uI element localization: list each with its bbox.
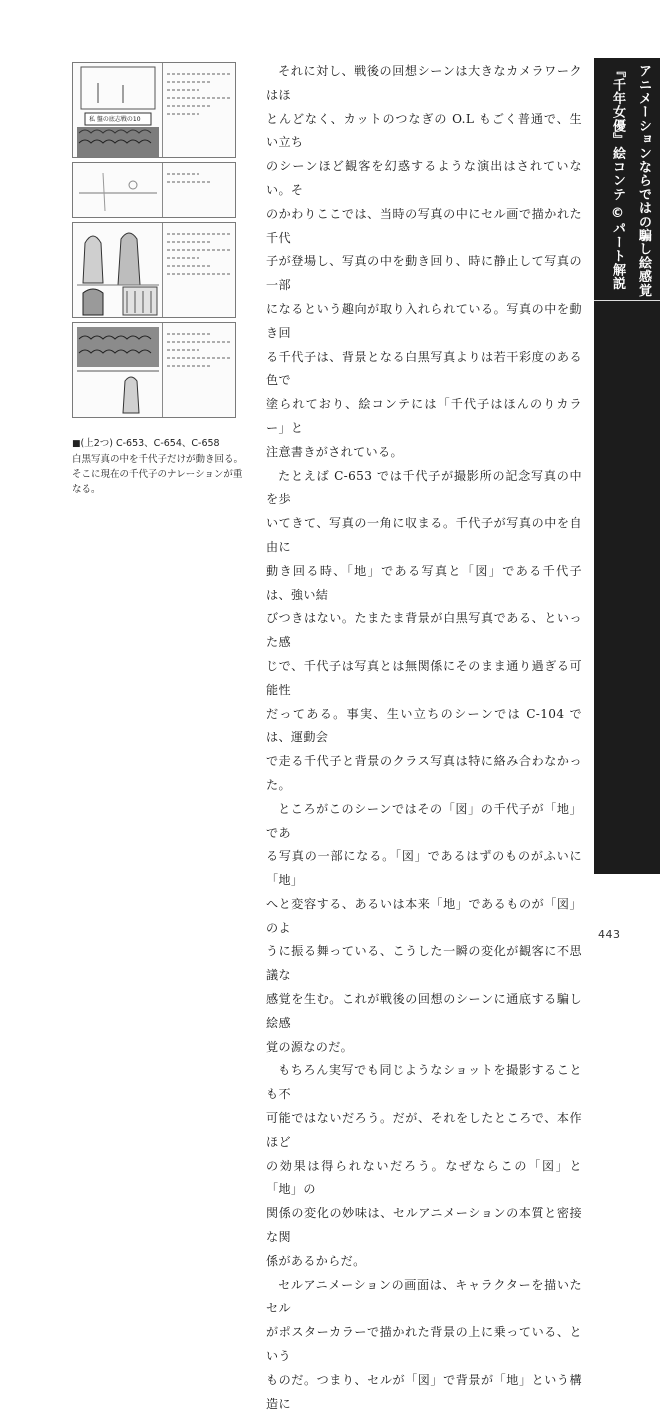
body-line: 注意書きがされている。 bbox=[266, 444, 403, 459]
body-line: で走る千代子と背景のクラス写真は特に絡み合わなかった。 bbox=[266, 754, 582, 792]
panel-notes bbox=[163, 223, 235, 317]
panel-sign-text: 私 盤の底志戦の10 bbox=[89, 116, 141, 123]
caption-line-1: (上2つ) C-653、C-654、C-658 bbox=[80, 438, 220, 449]
panel-notes bbox=[163, 163, 235, 217]
body-line: セルアニメーションの画面は、キャラクターを描いたセル bbox=[266, 1277, 582, 1316]
body-line: 塗られており、絵コンテには「千代子はほんのりカラー」と bbox=[266, 397, 582, 435]
panel-notes bbox=[163, 63, 235, 157]
storyboard-drawing bbox=[73, 163, 163, 217]
caption-line bbox=[72, 436, 250, 452]
body-line: がポスターカラーで描かれた背景の上に乗っている、という bbox=[266, 1325, 582, 1364]
body-line: だってある。事実、生い立ちのシーンでは C-104 では、運動会 bbox=[266, 706, 582, 745]
storyboard-thumbnails bbox=[72, 62, 236, 422]
section-title-vertical bbox=[600, 64, 656, 304]
body-line: のシーンほど観客を幻惑するような演出はされていない。そ bbox=[266, 159, 582, 197]
storyboard-panel bbox=[72, 162, 236, 218]
body-line: 関係の変化の妙味は、セルアニメーションの本質と密接な関 bbox=[266, 1206, 582, 1245]
storyboard-panel bbox=[72, 322, 236, 418]
caption-mark: ■ bbox=[72, 439, 81, 449]
body-line: びつきはない。たまたま背景が白黒写真である、といった感 bbox=[266, 611, 582, 650]
body-line: もちろん実写でも同じようなショットを撮影することも不 bbox=[266, 1063, 582, 1102]
body-line: いてきて、写真の一角に収まる。千代子が写真の中を自由に bbox=[266, 516, 582, 554]
body-line: の効果は得られないだろう。なぜならこの「図」と「地」の bbox=[266, 1158, 582, 1197]
body-line: とんどなく、カットのつなぎの O.L もごく普通で、生い立ち bbox=[266, 111, 582, 150]
storyboard-panel bbox=[72, 62, 236, 158]
section-title-line-1: アニメーションならではの騙し絵感覚 bbox=[636, 64, 651, 297]
panel-notes bbox=[163, 323, 235, 417]
body-line: それに対し、戦後の回想シーンは大きなカメラワークはほ bbox=[266, 64, 582, 102]
caption-line-3: そこに現在の千代子のナレーションが重 bbox=[72, 469, 243, 480]
body-line: へと変容する、あるいは本来「地」であるものが「図」のよ bbox=[266, 896, 582, 935]
body-line: る写真の一部になる。「図」であるはずのものがふいに「地」 bbox=[266, 849, 582, 888]
section-title-line-2: 『千年女優』絵コンテ ©パート解説 bbox=[610, 64, 625, 291]
figure-caption bbox=[72, 436, 250, 497]
body-line: 動き回る時、「地」である写真と「図」である千代子は、強い結 bbox=[266, 563, 582, 602]
storyboard-drawing bbox=[73, 223, 163, 317]
body-line: ものだ。つまり、セルが「図」で背景が「地」という構造に bbox=[266, 1372, 582, 1411]
body-line: 係があるからだ。 bbox=[266, 1253, 366, 1268]
body-text bbox=[266, 60, 582, 1416]
body-line: 子が登場し、写真の中を動き回り、時に静止して写真の一部 bbox=[266, 254, 582, 293]
storyboard-panel bbox=[72, 222, 236, 318]
storyboard-drawing bbox=[73, 63, 163, 157]
body-line: る千代子は、背景となる白黒写真よりは若干彩度のある色で bbox=[266, 349, 582, 388]
storyboard-drawing bbox=[73, 323, 163, 417]
body-line: うに振る舞っている、こうした一瞬の変化が観客に不思議な bbox=[266, 944, 582, 983]
caption-line-2: 白黒写真の中を千代子だけが動き回る。 bbox=[72, 454, 244, 465]
side-tab-divider bbox=[594, 300, 660, 301]
body-line: じで、千代子は写真とは無関係にそのまま通り過ぎる可能性 bbox=[266, 658, 582, 697]
body-line: のかわりここでは、当時の写真の中にセル画で描かれた千代 bbox=[266, 206, 582, 245]
body-line: 感覚を生む。これが戦後の回想のシーンに通底する騙し絵感 bbox=[266, 992, 582, 1030]
body-line: になるという趣向が取り入れられている。写真の中を動き回 bbox=[266, 301, 582, 340]
body-line: ところがこのシーンではその「図」の千代子が「地」であ bbox=[266, 801, 582, 840]
caption-line-4: なる。 bbox=[72, 484, 101, 495]
body-line: たとえば C-653 では千代子が撮影所の記念写真の中を歩 bbox=[266, 468, 582, 507]
body-line: 可能ではないだろう。だが、それをしたところで、本作ほど bbox=[266, 1111, 582, 1149]
body-line: 覚の源なのだ。 bbox=[266, 1039, 354, 1054]
page-number: 443 bbox=[598, 928, 621, 941]
